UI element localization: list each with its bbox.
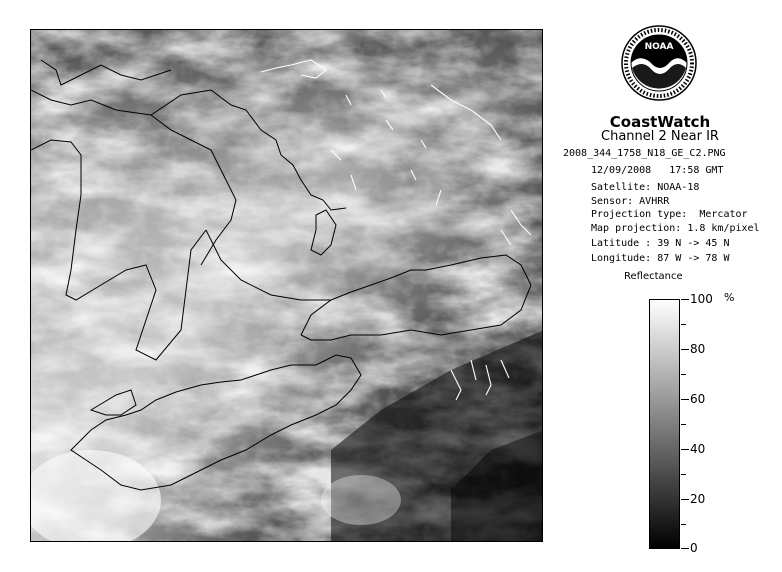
colorbar-tick (681, 399, 689, 400)
colorbar (649, 299, 680, 549)
colorbar-tick-label: 0 (690, 541, 698, 555)
colorbar-unit: % (724, 291, 735, 304)
latitude-range: Latitude : 39 N -> 45 N (591, 238, 730, 249)
colorbar-tick (681, 374, 686, 375)
colorbar-tick (681, 349, 689, 350)
projection-type: Projection type: Mercator (591, 209, 748, 220)
logo-text: NOAA (644, 42, 674, 52)
colorbar-tick-label: 60 (690, 392, 706, 406)
colorbar-tick (681, 424, 686, 425)
colorbar-tick-label: 40 (690, 442, 706, 456)
colorbar-label: Reflectance (624, 271, 683, 282)
colorbar-tick-label: 80 (690, 342, 706, 356)
noaa-logo (620, 24, 698, 102)
map-projection: Map projection: 1.8 km/pixel (591, 223, 760, 234)
app-title: CoastWatch (609, 113, 711, 131)
colorbar-tick (681, 449, 689, 450)
colorbar-tick-label: 100 (690, 292, 713, 306)
colorbar-tick (681, 499, 689, 500)
colorbar-tick (681, 474, 686, 475)
sensor-info: Sensor: AVHRR (591, 196, 670, 207)
satellite-info: Satellite: NOAA-18 (591, 182, 700, 193)
filename: 2008_344_1758_N18_GE_C2.PNG (563, 148, 726, 159)
colorbar-tick (681, 548, 689, 549)
colorbar-tick (681, 524, 686, 525)
datetime: 12/09/2008 17:58 GMT (591, 165, 724, 176)
colorbar-tick-label: 20 (690, 492, 706, 506)
colorbar-tick (681, 324, 686, 325)
colorbar-tick (681, 299, 689, 300)
map-svg (31, 30, 543, 542)
channel-label: Channel 2 Near IR (601, 129, 719, 144)
longitude-range: Longitude: 87 W -> 78 W (591, 253, 730, 264)
satellite-image (30, 29, 543, 542)
